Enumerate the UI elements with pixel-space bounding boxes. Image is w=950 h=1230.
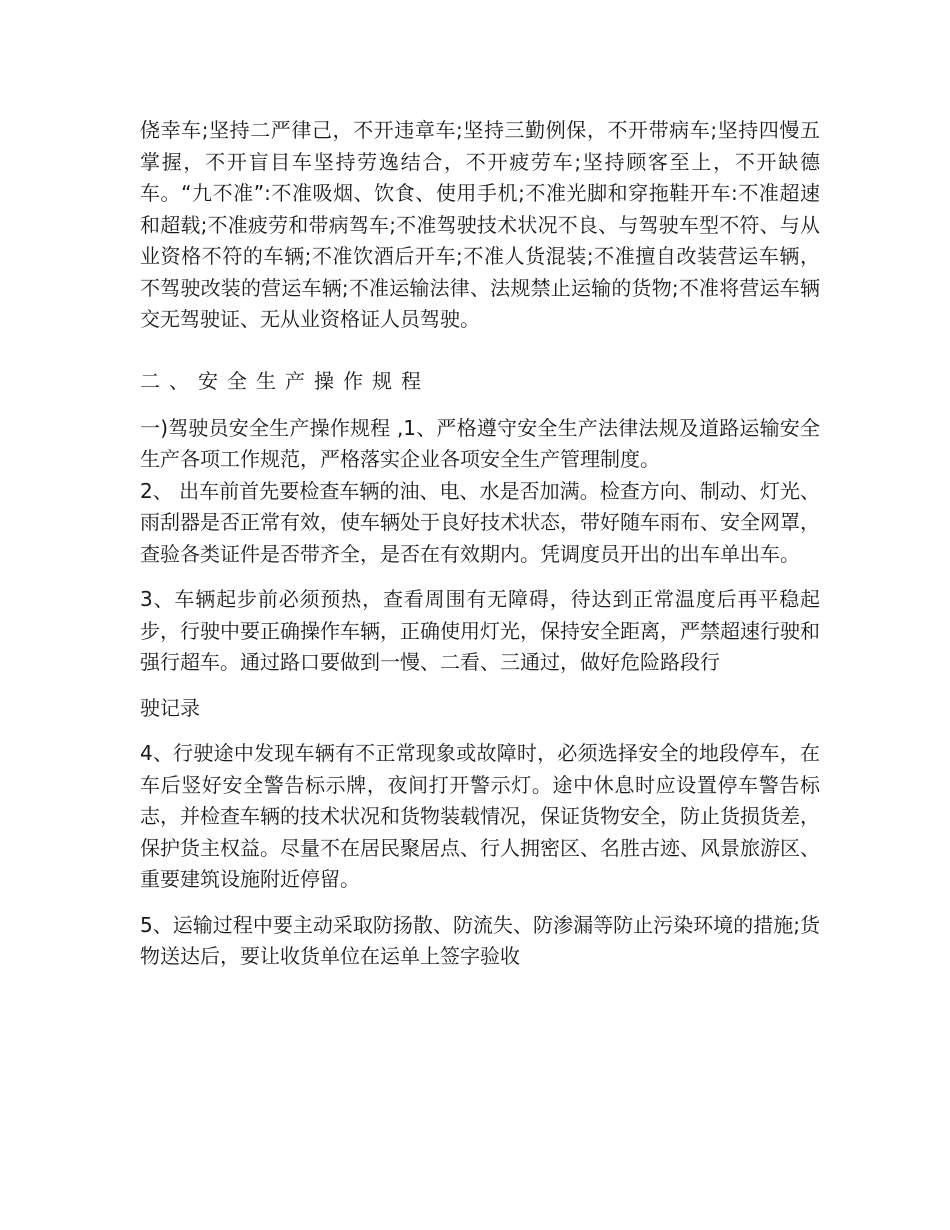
rule-paragraph-4: 4、行驶途中发现车辆有不正常现象或故障时，必须选择安全的地段停车，在车后竖好安全警告标示牌，夜间打开警示灯。途中休息时应设置停车警告标志，并检查车辆的技术状况和货物装载情况，保证货物安全，防止货损货差，保护货主权益。尽量不在居民聚居点、行人拥密区、名胜古迹、风景旅游区、重要建筑设施附近停留。: [140, 741, 820, 891]
rule-paragraph-1: 一)驾驶员安全生产操作规程 ,1、严格遵守安全生产法律法规及道路运输安全生产各项工作规范，严格落实企业各项安全生产管理制度。: [140, 415, 820, 471]
section-heading: 二、安全生产操作规程: [140, 368, 430, 393]
rule-paragraph-3-continued: 驶记录: [140, 695, 200, 720]
document-page: [140, 115, 820, 973]
rule-paragraph-5: 5、运输过程中要主动采取防扬散、防流失、防渗漏等防止污染环境的措施;货物送达后，要让收货单位在运单上签字验收: [140, 912, 820, 968]
intro-paragraph: 侥幸车;坚持二严律己，不开违章车;坚持三勤例保，不开带病车;坚持四慢五掌握，不开盲目车坚持劳逸结合，不开疲劳车;坚持顾客至上，不开缺德车。“九不准”:不准吸烟、饮食、使用手机;不准光脚和穿拖鞋开车:不准超速和超载;不准疲劳和带病驾车;不准驾驶技术状况不良、与驾驶车型不符、与从业资格不符的车辆;不准饮酒后开车;不准人货混装;不准擅自改装营运车辆，不驾驶改装的营运车辆;不准运输法律、法规禁止运输的货物;不准将营运车辆交无驾驶证、无从业资格证人员驾驶。: [140, 118, 820, 331]
rule-paragraph-2: 2、 出车前首先要检查车辆的油、电、水是否加满。检查方向、制动、灯光、雨刮器是否正常有效，使车辆处于良好技术状态，带好随车雨布、安全网罩，查验各类证件是否带齐全，是否在有效期内。凭调度员开出的出车单出车。: [140, 478, 820, 566]
rule-paragraph-3: 3、车辆起步前必须预热，查看周围有无障碍，待达到正常温度后再平稳起步，行驶中要正确操作车辆，正确使用灯光，保持安全距离，严禁超速行驶和强行超车。通过路口要做到一慢、二看、三通过，做好危险路段行: [140, 587, 820, 674]
